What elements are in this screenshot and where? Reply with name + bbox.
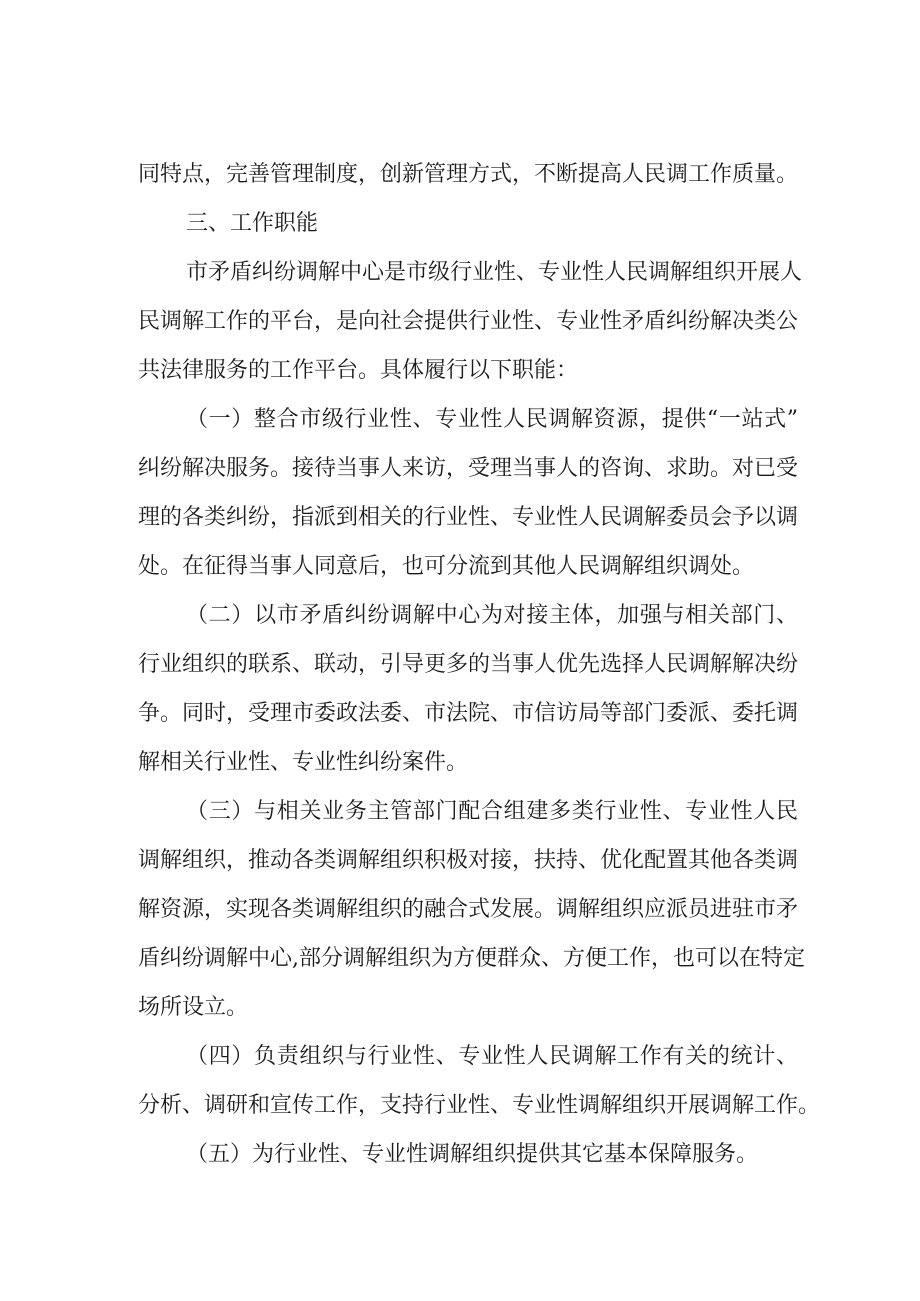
- paragraph-line: 纠纷解决服务。接待当事人来访，受理当事人的咨询、求助。对已受: [138, 456, 799, 481]
- paragraph-line: 解相关行业性、专业性纠纷案件。: [138, 750, 469, 775]
- paragraph-line: （四）负责组织与行业性、专业性人民调解工作有关的统计、: [186, 1044, 798, 1069]
- paragraph-line: 调解组织，推动各类调解组织积极对接，扶持、优化配置其他各类调: [138, 848, 799, 873]
- paragraph-line: 盾纠纷调解中心,部分调解组织为方便群众、方便工作，也可以在特定: [138, 946, 805, 971]
- paragraph-line: 同特点，完善管理制度，创新管理方式，不断提高人民调工作质量。: [138, 162, 799, 187]
- paragraph-line: 处。在征得当事人同意后，也可分流到其他人民调解组织调处。: [138, 554, 755, 579]
- paragraph-line: 理的各类纠纷，指派到相关的行业性、专业性人民调解委员会予以调: [138, 505, 799, 530]
- paragraph-line: 行业组织的联系、联动，引导更多的当事人优先选择人民调解解决纷: [138, 652, 799, 677]
- paragraph-line: （五）为行业性、专业性调解组织提供其它基本保障服务。: [186, 1142, 759, 1167]
- paragraph-line: 场所设立。: [138, 995, 249, 1020]
- paragraph-line: （三）与相关业务主管部门配合组建多类行业性、专业性人民: [186, 799, 798, 824]
- paragraph-line: （二）以市矛盾纠纷调解中心为对接主体，加强与相关部门、: [186, 603, 798, 628]
- paragraph-line: 争。同时，受理市委政法委、市法院、市信访局等部门委派、委托调: [138, 701, 799, 726]
- paragraph-line: （一）整合市级行业性、专业性人民调解资源，提供“一站式”: [186, 407, 798, 432]
- paragraph-line: 共法律服务的工作平台。具体履行以下职能：: [138, 358, 579, 383]
- paragraph-line: 民调解工作的平台，是向社会提供行业性、专业性矛盾纠纷解决类公: [138, 309, 799, 334]
- paragraph-line: 分析、调研和宣传工作，支持行业性、专业性调解组织开展调解工作。: [138, 1093, 821, 1118]
- paragraph-line: 解资源，实现各类调解组织的融合式发展。调解组织应派员进驻市矛: [138, 897, 799, 922]
- paragraph-line: 市矛盾纠纷调解中心是市级行业性、专业性人民调解组织开展人: [186, 260, 803, 285]
- section-heading: 三、工作职能: [186, 211, 319, 236]
